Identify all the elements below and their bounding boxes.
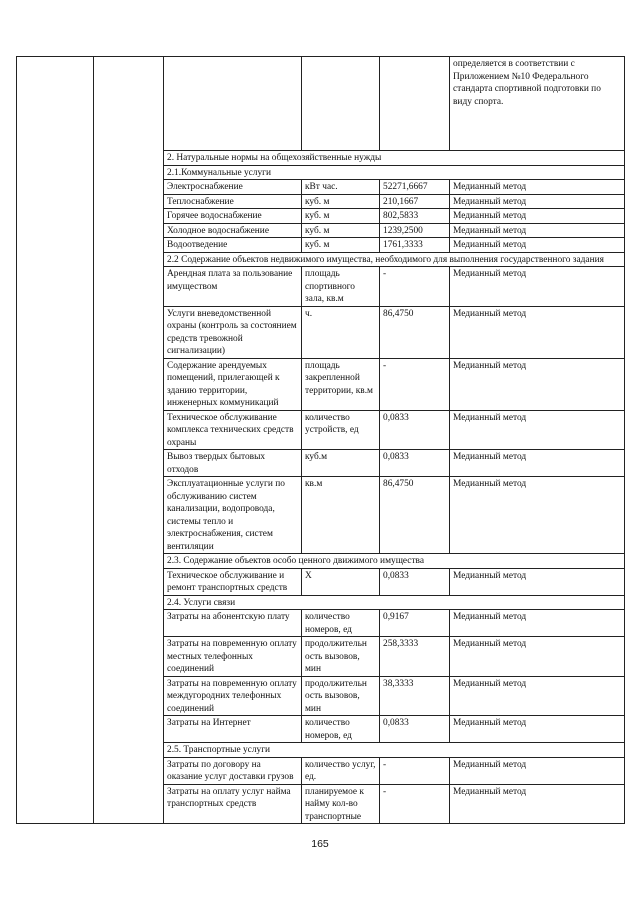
- item-method: Медианный метод: [450, 757, 625, 784]
- cell-empty: [380, 57, 450, 151]
- left-empty-column-2: [94, 57, 164, 824]
- item-value: 0,9167: [380, 610, 450, 637]
- item-value: 86,4750: [380, 306, 450, 358]
- item-name: Электроснабжение: [164, 180, 302, 195]
- table-row: [17, 57, 625, 151]
- cell-empty: [164, 57, 302, 151]
- item-method: Медианный метод: [450, 676, 625, 716]
- item-name: Услуги вневедомственной охраны (контроль за состоянием средств тревожной сигнализации): [164, 306, 302, 358]
- item-value: 1761,3333: [380, 238, 450, 253]
- item-method: Медианный метод: [450, 209, 625, 224]
- item-unit: куб.м: [302, 450, 380, 477]
- item-unit: ч.: [302, 306, 380, 358]
- item-name: Горячее водоснабжение: [164, 209, 302, 224]
- item-value: 38,3333: [380, 676, 450, 716]
- item-unit: количество услуг, ед.: [302, 757, 380, 784]
- item-value: -: [380, 267, 450, 307]
- item-name: Затраты на абонентскую плату: [164, 610, 302, 637]
- item-name: Водоотведение: [164, 238, 302, 253]
- item-unit: кВт час.: [302, 180, 380, 195]
- item-value: -: [380, 757, 450, 784]
- item-value: 210,1667: [380, 194, 450, 209]
- item-method: Медианный метод: [450, 450, 625, 477]
- item-method: Медианный метод: [450, 358, 625, 410]
- item-method: Медианный метод: [450, 477, 625, 554]
- item-method: Медианный метод: [450, 223, 625, 238]
- item-name: Эксплуатационные услуги по обслуживанию систем канализации, водопровода, системы тепло и электроснабжения, систем вентиляции: [164, 477, 302, 554]
- item-unit: куб. м: [302, 238, 380, 253]
- item-method: Медианный метод: [450, 194, 625, 209]
- item-unit: куб. м: [302, 223, 380, 238]
- item-name: Затраты на оплату услуг найма транспортных средств: [164, 784, 302, 824]
- method-note-cell: определяется в соответствии с Приложением №10 Федерального стандарта спортивной подготовки по виду спорта.: [450, 57, 625, 151]
- section-header: 2.4. Услуги связи: [164, 595, 625, 610]
- item-unit: количество устройств, ед: [302, 410, 380, 450]
- item-name: Арендная плата за пользование имуществом: [164, 267, 302, 307]
- item-value: 0,0833: [380, 410, 450, 450]
- item-value: 0,0833: [380, 568, 450, 595]
- item-name: Техническое обслуживание комплекса технических средств охраны: [164, 410, 302, 450]
- section-header: 2.3. Содержание объектов особо ценного движимого имущества: [164, 554, 625, 569]
- item-unit: куб. м: [302, 209, 380, 224]
- left-empty-column-1: [17, 57, 94, 824]
- item-name: Холодное водоснабжение: [164, 223, 302, 238]
- item-unit: площадь спортивного зала, кв.м: [302, 267, 380, 307]
- page-number: 165: [311, 838, 329, 850]
- item-value: 1239,2500: [380, 223, 450, 238]
- item-name: Вывоз твердых бытовых отходов: [164, 450, 302, 477]
- norms-table: [16, 56, 625, 824]
- item-name: Содержание арендуемых помещений, прилегающей к зданию территории, инженерных коммуникаций: [164, 358, 302, 410]
- section-header: 2.1.Коммунальные услуги: [164, 165, 625, 180]
- item-value: 802,5833: [380, 209, 450, 224]
- item-method: Медианный метод: [450, 637, 625, 677]
- item-value: 52271,6667: [380, 180, 450, 195]
- item-unit: планируемое к найму кол-во транспортные: [302, 784, 380, 824]
- item-method: Медианный метод: [450, 180, 625, 195]
- item-unit: площадь закрепленной территории, кв.м: [302, 358, 380, 410]
- item-unit: кв.м: [302, 477, 380, 554]
- item-name: Затраты на Интернет: [164, 716, 302, 743]
- item-method: Медианный метод: [450, 306, 625, 358]
- item-method: Медианный метод: [450, 410, 625, 450]
- section-header: 2. Натуральные нормы на общехозяйственные нужды: [164, 151, 625, 166]
- item-method: Медианный метод: [450, 267, 625, 307]
- item-unit: Х: [302, 568, 380, 595]
- item-name: Затраты на повременную оплату междугородних телефонных соединений: [164, 676, 302, 716]
- item-value: -: [380, 784, 450, 824]
- item-value: 258,3333: [380, 637, 450, 677]
- item-value: -: [380, 358, 450, 410]
- item-method: Медианный метод: [450, 610, 625, 637]
- item-method: Медианный метод: [450, 784, 625, 824]
- item-method: Медианный метод: [450, 238, 625, 253]
- item-unit: количество номеров, ед: [302, 610, 380, 637]
- item-unit: куб. м: [302, 194, 380, 209]
- item-value: 0,0833: [380, 450, 450, 477]
- section-header: 2.2 Содержание объектов недвижимого имущества, необходимого для выполнения государственного задания: [164, 252, 625, 267]
- item-method: Медианный метод: [450, 568, 625, 595]
- cell-empty: [302, 57, 380, 151]
- item-value: 86,4750: [380, 477, 450, 554]
- section-header: 2.5. Транспортные услуги: [164, 743, 625, 758]
- item-name: Затраты на повременную оплату местных телефонных соединений: [164, 637, 302, 677]
- item-unit: продолжительн ость вызовов, мин: [302, 637, 380, 677]
- item-value: 0,0833: [380, 716, 450, 743]
- item-unit: количество номеров, ед: [302, 716, 380, 743]
- item-name: Теплоснабжение: [164, 194, 302, 209]
- item-name: Затраты по договору на оказание услуг доставки грузов: [164, 757, 302, 784]
- item-unit: продолжительн ость вызовов, мин: [302, 676, 380, 716]
- item-name: Техническое обслуживание и ремонт транспортных средств: [164, 568, 302, 595]
- item-method: Медианный метод: [450, 716, 625, 743]
